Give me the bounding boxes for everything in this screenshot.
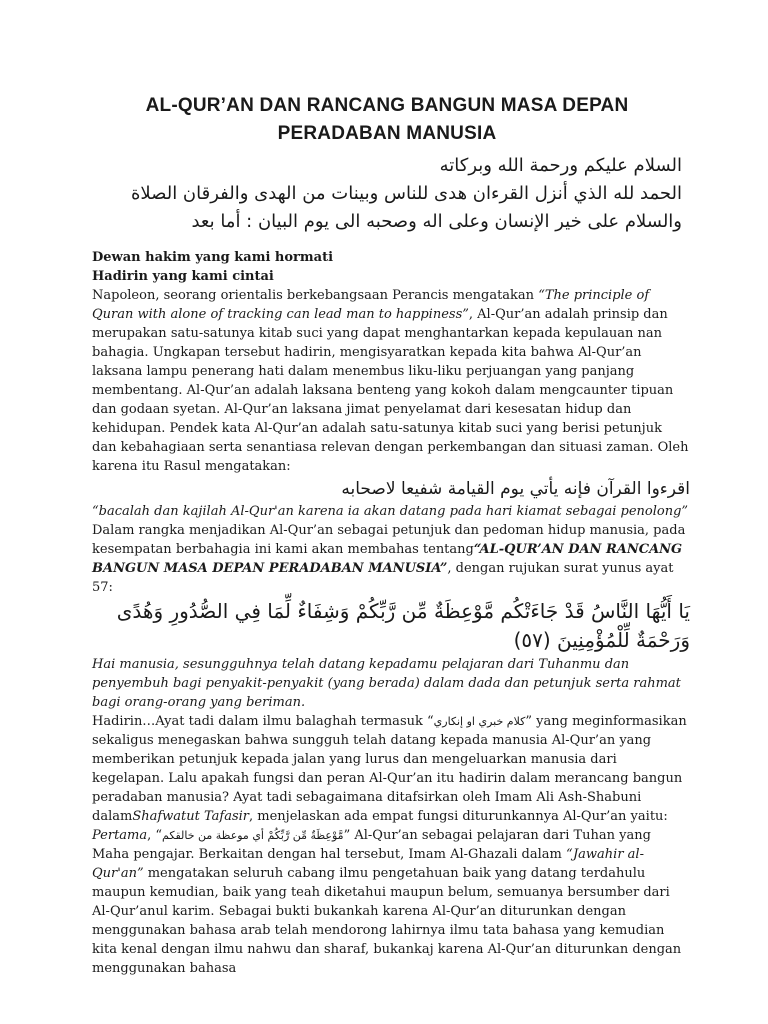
title-line-2: PERADABAN MANUSIA — [277, 123, 497, 144]
quran-verse-line: يَا أَيُّهَا النَّاسُ قَدْ جَاءَتْكُم مَّوْعِظَةٌ مِّن رَّبِّكُمْ وَشِفَاءٌ لِّمَا فِي الصُّدُورِ وَهُدًى — [116, 599, 690, 623]
napoleon-quote: “The principle of Quran with alone of tracking can lead man to happiness” — [92, 288, 650, 322]
title-line-1: AL-QUR’AN DAN RANCANG BANGUN MASA DEPAN — [145, 95, 629, 116]
arabic-opening-line: والسلام على خير الإنسان وعلى اله وصحبه الى يوم البيان : أما بعد — [191, 211, 682, 232]
arabic-inline-mawizah: مَّوْعِظَةٌ مِّن رَّبِّكُمْ أي موعظة من خالقكم — [162, 829, 344, 842]
document-body — [92, 248, 690, 978]
arabic-opening — [92, 152, 682, 236]
paragraph-topic: Dalam rangka menjadikan Al-Qur’an sebagai petunjuk dan pedoman hidup manusia, pada kesempatan berbahagia ini kami akan membahas tentang“AL-QUR’AN DAN RANCANG BANGUN MASA DEPAN PERADABAN MANUSIA”, dengan rujukan surat yunus ayat 57: — [92, 523, 686, 595]
paragraph-first-function: Pertama, “مَّوْعِظَةٌ مِّن رَّبِّكُمْ أي موعظة من خالقكم” Al-Qur’an sebagai pelajaran dari Tuhan yang Maha pengajar. Berkaitan dengan hal tersebut, Imam Al-Ghazali dalam “Jawahir al-Qur'an” mengatakan seluruh cabang ilmu pengetahuan baik yang datang terdahulu maupun kemudian, baik yang teah diketahui maupun belum, semuanya bersumber dari Al-Qur’anul karim. Sebagai bukti bukankah karena Al-Qur’an diturunkan dengan menggunakan bahasa arab telah mendorong lahirnya ilmu tata bahasa yang kemudian kita kenal dengan ilmu nahwu dan sharaf, bukankaj karena Al-Qur’an diturunkan dengan menggunakan bahasa — [92, 828, 682, 976]
greeting-judges: Dewan hakim yang kami hormati — [92, 250, 334, 265]
speech-topic-title: “AL-QUR’AN DAN RANCANG BANGUN MASA DEPAN PERADABAN MANUSIA” — [92, 542, 683, 576]
paragraph-balaghah: Hadirin…Ayat tadi dalam ilmu balaghah termasuk “كلام خبري او إنكاري” yang meginformasikan sekaligus menegaskan bahwa sungguh telah datang kepada manusia Al-Qur’an yang memberikan petunjuk kepada jalan yang lurus dan mengeluarkan manusia dari kegelapan. Lalu apakah fungsi dan peran Al-Qur’an itu hadirin dalam merancang bangun peradaban manusia? Ayat tadi sebagaimana ditafsirkan oleh Imam Ali Ash-Shabuni dalamShafwatut Tafasir, menjelaskan ada empat fungsi diturunkannya Al-Qur’an yaitu: — [92, 714, 687, 824]
arabic-inline-term: كلام خبري او إنكاري — [433, 715, 526, 728]
pertama-label: Pertama — [92, 828, 148, 843]
paragraph-napoleon: Napoleon, seorang orientalis berkebangsaan Perancis mengatakan “The principle of Quran with alone of tracking can lead man to happiness”, Al-Qur’an adalah prinsip dan merupakan satu-satunya kitab suci yang dapat menghantarkan kepada kepulauan nan bahagia. Ungkapan tersebut hadirin, mengisyaratkan kepada kita bahwa Al-Qur’an laksana lampu penerang hati dalam menembus liku-liku perjuangan yang panjang membentang. Al-Qur’an adalah laksana benteng yang kokoh dalam mengcaunter tipuan dan godaan syetan. Al-Qur’an laksana jimat penyelamat dari kesesatan hidup dan kehidupan. Pendek kata Al-Qur’an adalah satu-satunya kitab suci yang berisi petunjuk dan kebahagiaan serta senantiasa relevan dengan perkembangan dan situasi zaman. Oleh karena itu Rasul mengatakan: — [92, 288, 689, 474]
document-title — [92, 92, 682, 148]
quran-verse — [92, 597, 690, 655]
hadith-arabic: اقرءوا القرآن فإنه يأتي يوم القيامة شفيعا لاصحابه — [341, 479, 690, 499]
verse-translation: Hai manusia, sesungguhnya telah datang kepadamu pelajaran dari Tuhanmu dan penyembuh bagi penyakit-penyakit (yang berada) dalam dada dan petunjuk serta rahmat bagi orang-orang yang beriman. — [92, 657, 681, 710]
greeting-audience: Hadirin yang kami cintai — [92, 269, 274, 284]
hadith-translation: “bacalah dan kajilah Al-Qur'an karena ia akan datang pada hari kiamat sebagai penolong” — [92, 504, 689, 519]
arabic-opening-line: الحمد لله الذي أنزل القرءان هدى للناس وبينات من الهدى والفرقان الصلاة — [130, 183, 682, 204]
book-title: Shafwatut Tafasir — [132, 809, 250, 824]
book-title: “Jawahir al-Qur'an” — [92, 847, 644, 881]
quran-verse-line: وَرَحْمَةٌ لِّلْمُؤْمِنِينَ (٥٧) — [513, 628, 690, 652]
arabic-opening-line: السلام عليكم ورحمة الله وبركاته — [439, 155, 682, 176]
